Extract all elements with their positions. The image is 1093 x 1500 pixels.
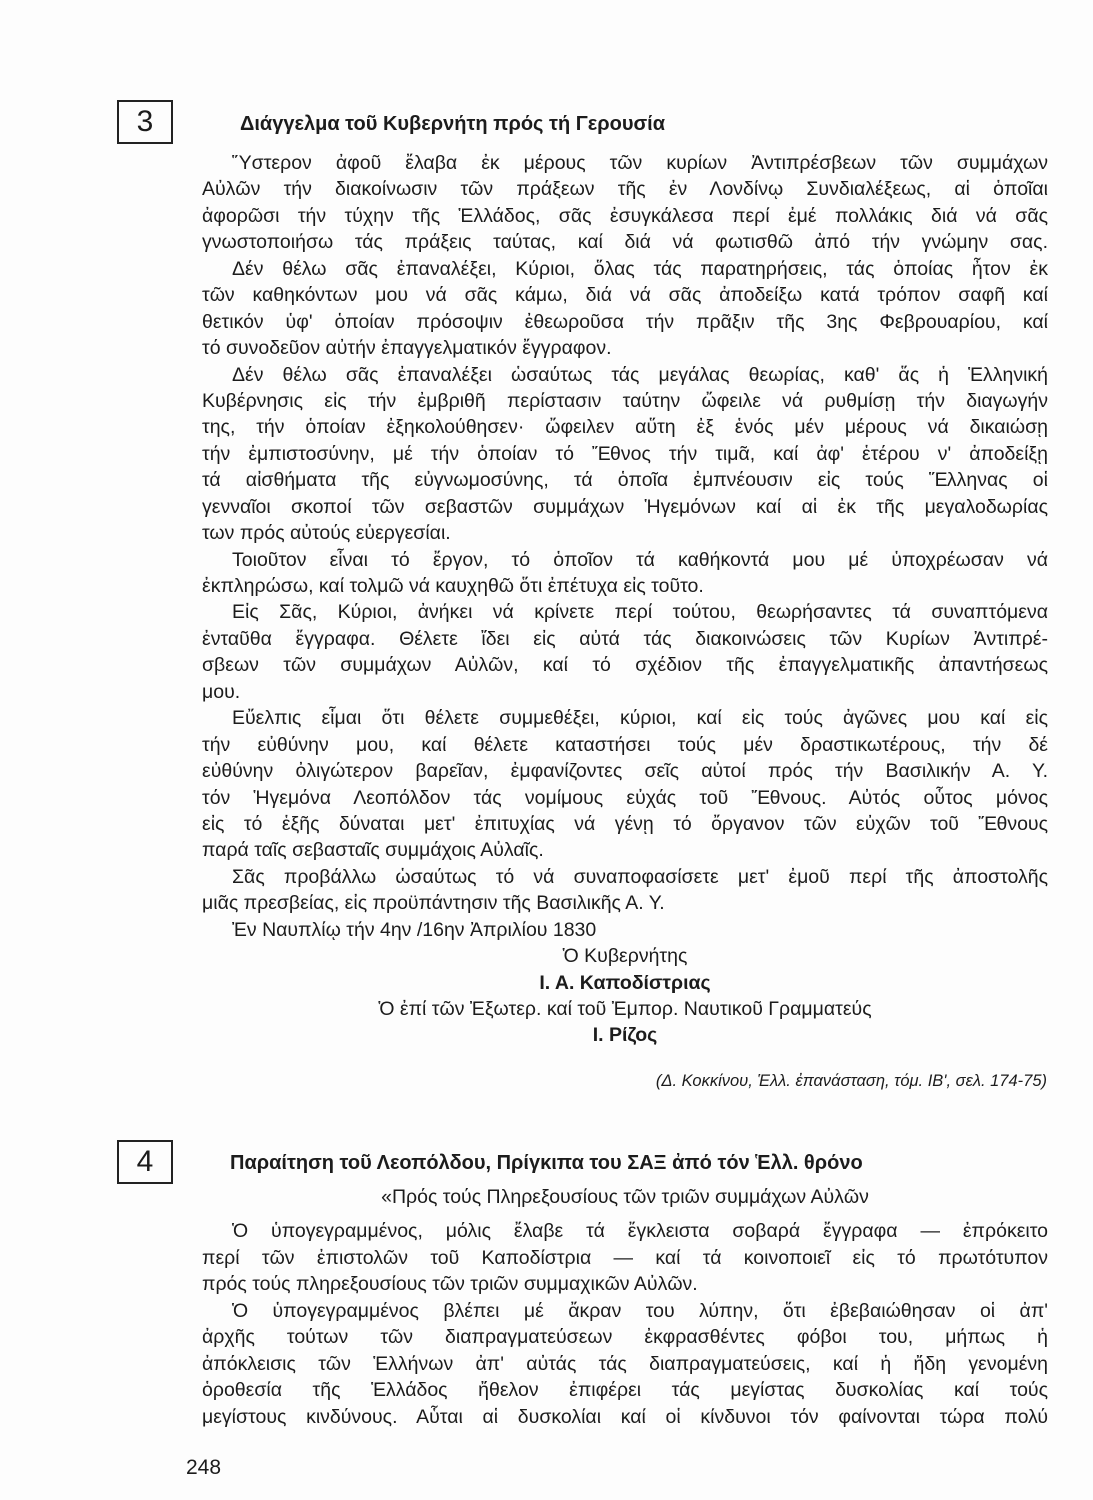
dateline: Ἐν Ναυπλίῳ τήν 4ην /16ην Ἀπριλίου 1830 <box>232 918 597 941</box>
text-line: ἀπόκλεισις τῶν Ἑλλήνων ἀπ' αὐτάς τάς διαπραγματεύσεις, καί ἡ ἤδη γενομένη <box>202 1352 1048 1375</box>
text-line: Τοιοῦτον εἶναι τό ἔργον, τό ὁποῖον τά καθήκοντά μου μέ ὑποχρέωσαν νά <box>232 548 1048 571</box>
address-line: «Πρός τούς Πληρεξουσίους τῶν τριῶν συμμάχων Αὐλῶν <box>381 1186 869 1208</box>
text-line: θετικόν ὑφ' ὁποίαν πρόσοψιν ἐθεωροῦσα τήν πρᾶξιν τῆς 3ης Φεβρουαρίου, καί <box>202 310 1048 333</box>
text-line: Ὁ ὑπογεγραμμένος βλέπει μέ ἄκραν του λύπην, ὅτι ἐβεβαιώθησαν οἱ ἀπ' <box>232 1299 1048 1322</box>
text-line: μιᾶς πρεσβείας, εἰς προϋπάντησιν τῆς Βασιλικῆς Α. Υ. <box>202 892 665 915</box>
text-line: σβεων τῶν συμμάχων Αὐλῶν, καί τό σχέδιον τῆς ἐπαγγελματικῆς ἀπαντήσεως <box>202 654 1048 677</box>
text-line: μεγίστους κινδύνους. Αὗται αἱ δυσκολίαι καί οἱ κίνδυνοι τόν φαίνονται τώρα πολύ <box>202 1405 1048 1428</box>
text-line: ἐνταῦθα ἔγγραφα. Θέλετε ἴδει εἰς αὐτά τάς διακοινώσεις τῶν Κυρίων Ἀντιπρέ- <box>202 627 1048 650</box>
text-line: Δέν θέλω σᾶς ἐπαναλέξει ὡσαύτως τάς μεγάλας θεωρίας, καθ' ἅς ἡ Ἑλληνική <box>232 363 1048 386</box>
text-line: τά αἰσθήματα τῆς εὐγνωμοσύνης, τά ὁποῖα ἐμπνέουσιν εἰς τούς Ἕλληνας οἱ <box>202 469 1048 492</box>
text-line: Σᾶς προβάλλω ὡσαύτως τό νά συναποφασίσετε μετ' ἐμοῦ περί τῆς ἀποστολῆς <box>232 865 1048 888</box>
text-line: τῶν καθηκόντων μου νά σᾶς κάμω, διά νά σᾶς ἀποδείξω κατά τρόπον σαφῆ καί <box>202 284 1048 307</box>
text-line: περί τῶν ἐπιστολῶν τοῦ Καποδίστρια — καί τά κοινοποιεῖ εἰς τό πρωτότυπον <box>202 1246 1048 1269</box>
text-line: εὐθύνην ὀλιγώτερον βαρεῖαν, ἐμφανίζοντες σεῖς αὐτοί πρός τήν Βασιλικήν Α. Υ. <box>202 760 1048 783</box>
text-line: μου. <box>202 680 241 703</box>
text-line: Δέν θέλω σᾶς ἐπαναλέξει, Κύριοι, ὅλας τάς παρατηρήσεις, τάς ὁποίας ἦτον ἐκ <box>232 257 1048 280</box>
section-title: Διάγγελμα τοῦ Κυβερνήτη πρός τή Γερουσία <box>240 113 665 135</box>
text-line: Εἰς Σᾶς, Κύριοι, ἀνήκει νά κρίνετε περί τούτου, θεωρήσαντες τά συναπτόμενα <box>232 601 1048 624</box>
text-line: της, τήν ὁποίαν ἐξηκολούθησεν· ὤφειλεν αὕτη ἐξ ἑνός μέν μέρους νά δικαιώσῃ <box>202 416 1048 439</box>
section-body <box>202 1184 1048 1430</box>
section-number: 3 <box>136 105 154 138</box>
text-line: τήν ἐμπιστοσύνην, μέ τήν ὁποίαν τό Ἔθνος τήν τιμᾶ, καί ἀφ' ἑτέρου ν' ἀποδείξῃ <box>202 442 1048 465</box>
text-line: Εὔελπις εἶμαι ὅτι θέλετε συμμεθέξει, κύριοι, καί εἰς τούς ἀγῶνες μου καί εἰς <box>232 707 1048 730</box>
text-line: ὁροθεσία τῆς Ἑλλάδος ἤθελον ἐπιφέρει τάς μεγίστας δυσκολίας καί τούς <box>202 1379 1048 1402</box>
text-line: τήν εὐθύνην μου, καί θέλετε καταστήσει τούς μέν δραστικωτέρους, τήν δέ <box>202 733 1048 756</box>
text-line: πρός τούς πληρεξουσίους τῶν τριῶν συμμαχικῶν Αὐλῶν. <box>202 1273 698 1296</box>
text-line: Ὕστερον ἀφοῦ ἔλαβα ἐκ μέρους τῶν κυρίων Ἀντιπρέσβεων τῶν συμμάχων <box>232 152 1048 174</box>
text-line: εἰς τό ἑξῆς δύναται μετ' ἐπιτυχίας νά γένῃ τό ὄργανον τῶν εὐχῶν τοῦ Ἔθνους <box>202 812 1048 835</box>
text-line: γενναῖοι σκοποί τῶν σεβαστῶν συμμάχων Ἡγεμόνων καί αἱ ἐκ τῆς μεγαλοδωρίας <box>202 495 1048 518</box>
text-line: γνωστοποιήσω τάς πράξεις ταύτας, καί διά νά φωτισθῶ ἀπό τήν γνώμην σας. <box>202 231 1048 254</box>
section-number-box <box>117 1140 173 1184</box>
signature-role: Ὁ Κυβερνήτης <box>562 945 688 968</box>
text-line: ἀφορῶσι τήν τύχην τῆς Ἑλλάδος, σᾶς ἐσυγκάλεσα περί ἐμέ πολλάκις διά νά σᾶς <box>202 204 1048 227</box>
text-line: παρά ταῖς σεβασταῖς συμμάχοις Αὐλαῖς. <box>202 839 544 862</box>
text-line: τόν Ἡγεμόνα Λεοπόλδον τάς νομίμους εὐχάς τοῦ Ἔθνους. Αὐτός οὗτος μόνος <box>202 786 1048 809</box>
text-line: ἐκπληρώσω, καί τολμῶ νά καυχηθῶ ὅτι ἐπέτυχα εἰς τοῦτο. <box>202 575 704 597</box>
text-line: τό συνοδεῦον αὐτήν ἐπαγγελματικόν ἔγγραφον. <box>202 337 612 360</box>
signature-role: Ὁ ἐπί τῶν Ἐξωτερ. καί τοῦ Ἐμπορ. Ναυτικοῦ Γραμματεύς <box>378 998 872 1020</box>
section-number: 4 <box>136 1145 154 1178</box>
section-number-box <box>117 100 173 144</box>
section-title: Παραίτηση τοῦ Λεοπόλδου, Πρίγκιπα του ΣΑΞ ἀπό τόν Ἑλλ. θρόνο <box>230 1152 863 1174</box>
signature-name: Ι. Ρίζος <box>592 1024 658 1047</box>
text-line: Αὐλῶν τήν διακοίνωσιν τῶν πράξεων τῆς ἐν Λονδίνῳ Συνδιαλέξεως, αἱ ὁποῖαι <box>202 178 1048 201</box>
citation: (Δ. Κοκκίνου, Ἑλλ. ἐπανάσταση, τόμ. ΙΒ', σελ. 174-75) <box>655 1072 1047 1090</box>
signature-name: Ι. Α. Καποδίστριας <box>539 971 711 994</box>
text-line: Κυβέρνησις εἰς τήν ἐμβριθῆ περίστασιν ταύτην ὤφειλε νά ρυθμίσῃ τήν διαγωγήν <box>202 389 1048 412</box>
text-line: ἀρχῆς τούτων τῶν διαπραγματεύσεων ἐκφρασθέντες φόβοι του, μήπως ἡ <box>202 1326 1048 1349</box>
text-line: των πρός αὐτούς εὐεργεσίαι. <box>202 522 451 545</box>
text-line: Ὁ ὑπογεγραμμένος, μόλις ἔλαβε τά ἔγκλειστα σοβαρά ἔγγραφα — ἐπρόκειτο <box>232 1220 1048 1243</box>
page-number: 248 <box>186 1456 222 1479</box>
section-body <box>202 150 1048 1049</box>
